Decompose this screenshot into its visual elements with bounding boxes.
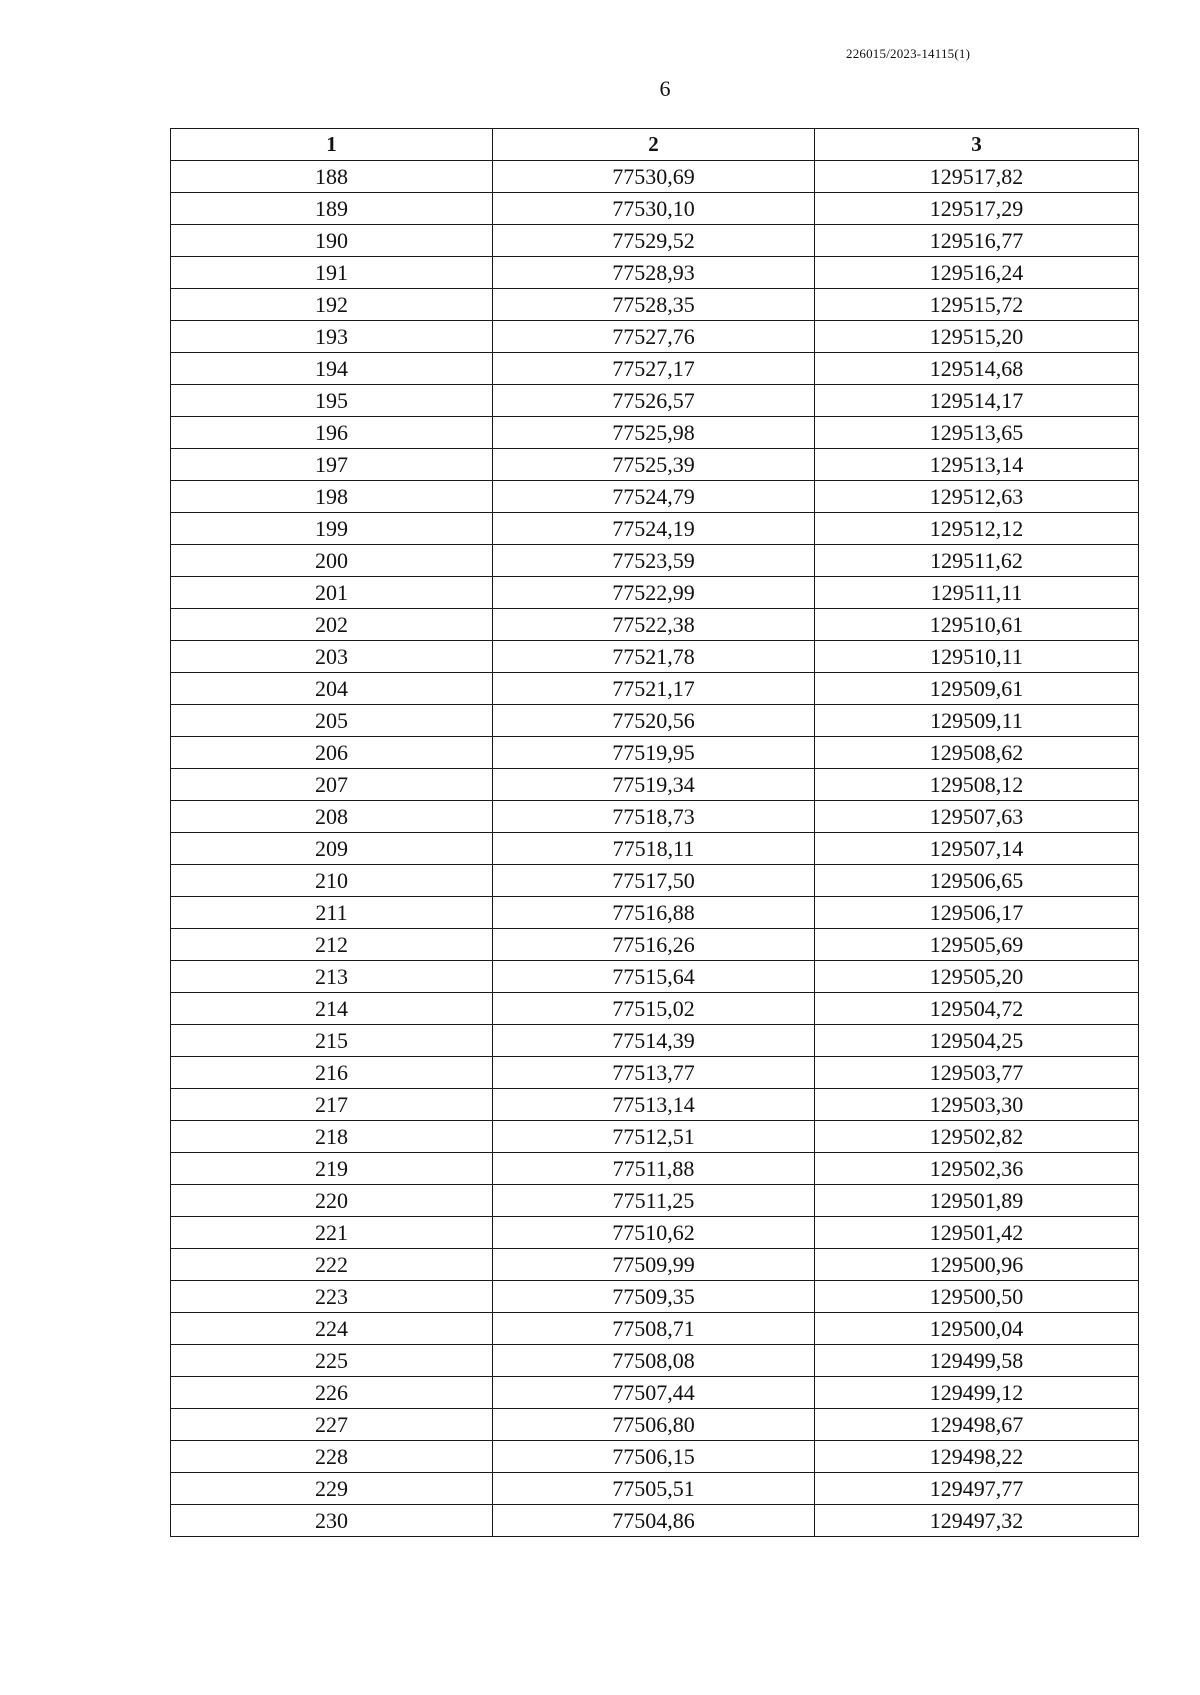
x-coordinate-cell: 77519,34 bbox=[493, 769, 815, 801]
table-row bbox=[171, 673, 1139, 705]
point-number-cell: 227 bbox=[171, 1409, 493, 1441]
point-number-cell: 220 bbox=[171, 1185, 493, 1217]
y-coordinate-cell: 129504,25 bbox=[815, 1025, 1139, 1057]
table-row bbox=[171, 961, 1139, 993]
point-number-cell: 218 bbox=[171, 1121, 493, 1153]
table-row bbox=[171, 1185, 1139, 1217]
y-coordinate-cell: 129497,32 bbox=[815, 1505, 1139, 1537]
table-body bbox=[171, 161, 1139, 1537]
x-coordinate-cell: 77506,15 bbox=[493, 1441, 815, 1473]
point-number-cell: 188 bbox=[171, 161, 493, 193]
table-row bbox=[171, 993, 1139, 1025]
table-row bbox=[171, 257, 1139, 289]
table-row bbox=[171, 737, 1139, 769]
point-number-cell: 226 bbox=[171, 1377, 493, 1409]
y-coordinate-cell: 129497,77 bbox=[815, 1473, 1139, 1505]
x-coordinate-cell: 77507,44 bbox=[493, 1377, 815, 1409]
y-coordinate-cell: 129504,72 bbox=[815, 993, 1139, 1025]
table-row bbox=[171, 769, 1139, 801]
table-row bbox=[171, 801, 1139, 833]
x-coordinate-cell: 77504,86 bbox=[493, 1505, 815, 1537]
x-coordinate-cell: 77511,88 bbox=[493, 1153, 815, 1185]
table-row bbox=[171, 1121, 1139, 1153]
x-coordinate-cell: 77530,10 bbox=[493, 193, 815, 225]
table-row bbox=[171, 641, 1139, 673]
x-coordinate-cell: 77520,56 bbox=[493, 705, 815, 737]
y-coordinate-cell: 129500,96 bbox=[815, 1249, 1139, 1281]
table-row bbox=[171, 225, 1139, 257]
x-coordinate-cell: 77526,57 bbox=[493, 385, 815, 417]
page-number: 6 bbox=[659, 76, 671, 101]
column-header: 2 bbox=[493, 129, 815, 161]
table-row bbox=[171, 1377, 1139, 1409]
point-number-cell: 204 bbox=[171, 673, 493, 705]
x-coordinate-cell: 77508,08 bbox=[493, 1345, 815, 1377]
table-row bbox=[171, 865, 1139, 897]
point-number-cell: 196 bbox=[171, 417, 493, 449]
x-coordinate-cell: 77528,93 bbox=[493, 257, 815, 289]
y-coordinate-cell: 129503,30 bbox=[815, 1089, 1139, 1121]
table-row bbox=[171, 1313, 1139, 1345]
point-number-cell: 199 bbox=[171, 513, 493, 545]
y-coordinate-cell: 129506,65 bbox=[815, 865, 1139, 897]
y-coordinate-cell: 129511,62 bbox=[815, 545, 1139, 577]
table-row bbox=[171, 321, 1139, 353]
x-coordinate-cell: 77518,11 bbox=[493, 833, 815, 865]
x-coordinate-cell: 77510,62 bbox=[493, 1217, 815, 1249]
y-coordinate-cell: 129509,11 bbox=[815, 705, 1139, 737]
y-coordinate-cell: 129508,12 bbox=[815, 769, 1139, 801]
x-coordinate-cell: 77527,76 bbox=[493, 321, 815, 353]
point-number-cell: 192 bbox=[171, 289, 493, 321]
y-coordinate-cell: 129516,77 bbox=[815, 225, 1139, 257]
point-number-cell: 225 bbox=[171, 1345, 493, 1377]
point-number-cell: 202 bbox=[171, 609, 493, 641]
point-number-cell: 216 bbox=[171, 1057, 493, 1089]
x-coordinate-cell: 77525,39 bbox=[493, 449, 815, 481]
y-coordinate-cell: 129505,20 bbox=[815, 961, 1139, 993]
y-coordinate-cell: 129515,20 bbox=[815, 321, 1139, 353]
x-coordinate-cell: 77528,35 bbox=[493, 289, 815, 321]
table-row bbox=[171, 449, 1139, 481]
table-row bbox=[171, 353, 1139, 385]
x-coordinate-cell: 77516,26 bbox=[493, 929, 815, 961]
table-row bbox=[171, 481, 1139, 513]
point-number-cell: 209 bbox=[171, 833, 493, 865]
x-coordinate-cell: 77506,80 bbox=[493, 1409, 815, 1441]
table-row bbox=[171, 1441, 1139, 1473]
table-row bbox=[171, 1345, 1139, 1377]
y-coordinate-cell: 129502,36 bbox=[815, 1153, 1139, 1185]
y-coordinate-cell: 129499,12 bbox=[815, 1377, 1139, 1409]
y-coordinate-cell: 129506,17 bbox=[815, 897, 1139, 929]
point-number-cell: 195 bbox=[171, 385, 493, 417]
table-header-row bbox=[171, 129, 1139, 161]
x-coordinate-cell: 77513,77 bbox=[493, 1057, 815, 1089]
y-coordinate-cell: 129499,58 bbox=[815, 1345, 1139, 1377]
y-coordinate-cell: 129507,63 bbox=[815, 801, 1139, 833]
y-coordinate-cell: 129502,82 bbox=[815, 1121, 1139, 1153]
column-header: 3 bbox=[815, 129, 1139, 161]
point-number-cell: 200 bbox=[171, 545, 493, 577]
x-coordinate-cell: 77523,59 bbox=[493, 545, 815, 577]
x-coordinate-cell: 77515,64 bbox=[493, 961, 815, 993]
point-number-cell: 212 bbox=[171, 929, 493, 961]
table-row bbox=[171, 1281, 1139, 1313]
point-number-cell: 206 bbox=[171, 737, 493, 769]
point-number-cell: 194 bbox=[171, 353, 493, 385]
y-coordinate-cell: 129500,50 bbox=[815, 1281, 1139, 1313]
x-coordinate-cell: 77515,02 bbox=[493, 993, 815, 1025]
point-number-cell: 201 bbox=[171, 577, 493, 609]
point-number-cell: 213 bbox=[171, 961, 493, 993]
y-coordinate-cell: 129515,72 bbox=[815, 289, 1139, 321]
point-number-cell: 211 bbox=[171, 897, 493, 929]
y-coordinate-cell: 129508,62 bbox=[815, 737, 1139, 769]
table-row bbox=[171, 161, 1139, 193]
y-coordinate-cell: 129501,89 bbox=[815, 1185, 1139, 1217]
x-coordinate-cell: 77530,69 bbox=[493, 161, 815, 193]
point-number-cell: 214 bbox=[171, 993, 493, 1025]
point-number-cell: 207 bbox=[171, 769, 493, 801]
table-row bbox=[171, 1025, 1139, 1057]
y-coordinate-cell: 129501,42 bbox=[815, 1217, 1139, 1249]
x-coordinate-cell: 77521,17 bbox=[493, 673, 815, 705]
point-number-cell: 230 bbox=[171, 1505, 493, 1537]
table-row bbox=[171, 1089, 1139, 1121]
x-coordinate-cell: 77516,88 bbox=[493, 897, 815, 929]
y-coordinate-cell: 129513,65 bbox=[815, 417, 1139, 449]
coordinates-table bbox=[170, 128, 1139, 1537]
table-row bbox=[171, 929, 1139, 961]
x-coordinate-cell: 77514,39 bbox=[493, 1025, 815, 1057]
x-coordinate-cell: 77513,14 bbox=[493, 1089, 815, 1121]
table-row bbox=[171, 833, 1139, 865]
document-id: 226015/2023-14115(1) bbox=[846, 46, 971, 61]
point-number-cell: 197 bbox=[171, 449, 493, 481]
x-coordinate-cell: 77509,99 bbox=[493, 1249, 815, 1281]
point-number-cell: 215 bbox=[171, 1025, 493, 1057]
point-number-cell: 191 bbox=[171, 257, 493, 289]
table-row bbox=[171, 1409, 1139, 1441]
point-number-cell: 228 bbox=[171, 1441, 493, 1473]
table-row bbox=[171, 577, 1139, 609]
y-coordinate-cell: 129512,12 bbox=[815, 513, 1139, 545]
point-number-cell: 224 bbox=[171, 1313, 493, 1345]
x-coordinate-cell: 77511,25 bbox=[493, 1185, 815, 1217]
y-coordinate-cell: 129514,68 bbox=[815, 353, 1139, 385]
point-number-cell: 221 bbox=[171, 1217, 493, 1249]
table-row bbox=[171, 705, 1139, 737]
table-row bbox=[171, 513, 1139, 545]
y-coordinate-cell: 129498,22 bbox=[815, 1441, 1139, 1473]
table-row bbox=[171, 1505, 1139, 1537]
point-number-cell: 223 bbox=[171, 1281, 493, 1313]
y-coordinate-cell: 129505,69 bbox=[815, 929, 1139, 961]
x-coordinate-cell: 77522,99 bbox=[493, 577, 815, 609]
x-coordinate-cell: 77524,19 bbox=[493, 513, 815, 545]
y-coordinate-cell: 129503,77 bbox=[815, 1057, 1139, 1089]
x-coordinate-cell: 77509,35 bbox=[493, 1281, 815, 1313]
x-coordinate-cell: 77521,78 bbox=[493, 641, 815, 673]
y-coordinate-cell: 129517,29 bbox=[815, 193, 1139, 225]
table-row bbox=[171, 609, 1139, 641]
x-coordinate-cell: 77519,95 bbox=[493, 737, 815, 769]
point-number-cell: 198 bbox=[171, 481, 493, 513]
table-row bbox=[171, 1249, 1139, 1281]
y-coordinate-cell: 129513,14 bbox=[815, 449, 1139, 481]
point-number-cell: 189 bbox=[171, 193, 493, 225]
table-row bbox=[171, 1153, 1139, 1185]
y-coordinate-cell: 129509,61 bbox=[815, 673, 1139, 705]
x-coordinate-cell: 77529,52 bbox=[493, 225, 815, 257]
point-number-cell: 222 bbox=[171, 1249, 493, 1281]
x-coordinate-cell: 77525,98 bbox=[493, 417, 815, 449]
point-number-cell: 205 bbox=[171, 705, 493, 737]
y-coordinate-cell: 129510,11 bbox=[815, 641, 1139, 673]
y-coordinate-cell: 129516,24 bbox=[815, 257, 1139, 289]
x-coordinate-cell: 77505,51 bbox=[493, 1473, 815, 1505]
x-coordinate-cell: 77524,79 bbox=[493, 481, 815, 513]
table-row bbox=[171, 417, 1139, 449]
x-coordinate-cell: 77508,71 bbox=[493, 1313, 815, 1345]
y-coordinate-cell: 129510,61 bbox=[815, 609, 1139, 641]
y-coordinate-cell: 129500,04 bbox=[815, 1313, 1139, 1345]
x-coordinate-cell: 77518,73 bbox=[493, 801, 815, 833]
table-row bbox=[171, 545, 1139, 577]
point-number-cell: 229 bbox=[171, 1473, 493, 1505]
table-row bbox=[171, 1473, 1139, 1505]
table-row bbox=[171, 289, 1139, 321]
point-number-cell: 203 bbox=[171, 641, 493, 673]
y-coordinate-cell: 129517,82 bbox=[815, 161, 1139, 193]
table-row bbox=[171, 1057, 1139, 1089]
x-coordinate-cell: 77522,38 bbox=[493, 609, 815, 641]
point-number-cell: 208 bbox=[171, 801, 493, 833]
point-number-cell: 217 bbox=[171, 1089, 493, 1121]
table-row bbox=[171, 193, 1139, 225]
point-number-cell: 190 bbox=[171, 225, 493, 257]
y-coordinate-cell: 129512,63 bbox=[815, 481, 1139, 513]
y-coordinate-cell: 129498,67 bbox=[815, 1409, 1139, 1441]
point-number-cell: 210 bbox=[171, 865, 493, 897]
table-row bbox=[171, 897, 1139, 929]
y-coordinate-cell: 129514,17 bbox=[815, 385, 1139, 417]
point-number-cell: 219 bbox=[171, 1153, 493, 1185]
point-number-cell: 193 bbox=[171, 321, 493, 353]
y-coordinate-cell: 129507,14 bbox=[815, 833, 1139, 865]
x-coordinate-cell: 77517,50 bbox=[493, 865, 815, 897]
column-header: 1 bbox=[171, 129, 493, 161]
table-row bbox=[171, 1217, 1139, 1249]
x-coordinate-cell: 77527,17 bbox=[493, 353, 815, 385]
y-coordinate-cell: 129511,11 bbox=[815, 577, 1139, 609]
table-row bbox=[171, 385, 1139, 417]
x-coordinate-cell: 77512,51 bbox=[493, 1121, 815, 1153]
